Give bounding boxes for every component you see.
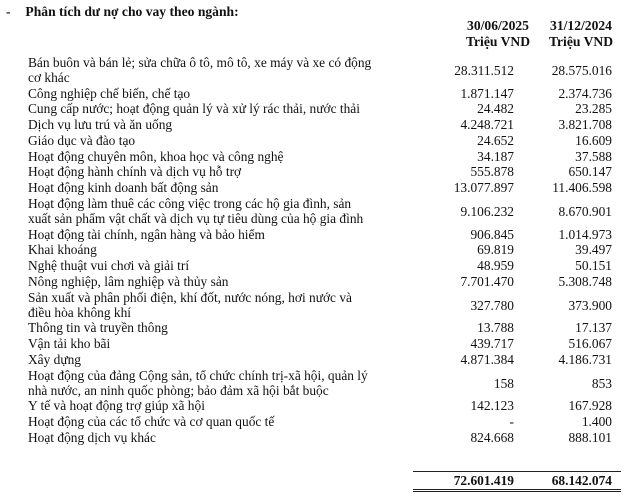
sector-label-line: Nghệ thuật vui chơi và giải trí xyxy=(28,258,190,274)
sector-label xyxy=(28,336,408,351)
sector-label xyxy=(28,414,408,429)
table-row xyxy=(0,320,628,336)
sector-label-line: Hoạt động tài chính, ngân hàng và bảo hiểm xyxy=(28,226,265,242)
value-2024: 1.400 xyxy=(581,413,612,429)
column-date: 30/06/2025 xyxy=(467,18,529,33)
table-row xyxy=(0,274,628,290)
sector-label-line: Hoạt động chuyên môn, khoa học và công nghệ xyxy=(28,148,284,164)
value-2025: 142.123 xyxy=(470,398,514,414)
value-2024: 23.285 xyxy=(575,101,612,117)
value-2025: 13.788 xyxy=(477,320,514,336)
value-2025: 48.959 xyxy=(477,258,514,274)
table-row xyxy=(0,398,628,414)
value-2024: 373.900 xyxy=(568,297,612,313)
value-2024: 50.151 xyxy=(575,258,612,274)
table-row xyxy=(0,414,628,430)
value-2024: 888.101 xyxy=(568,429,612,445)
sector-label xyxy=(28,242,408,257)
table-row xyxy=(0,117,628,133)
bullet-dash: - xyxy=(6,4,11,19)
value-2024: 28.575.016 xyxy=(551,63,612,78)
column-unit: Triệu VND xyxy=(548,34,614,49)
sector-label-line: Dịch vụ lưu trú và ăn uống xyxy=(28,117,173,133)
value-2024: 3.821.708 xyxy=(558,117,612,133)
section-title xyxy=(6,4,239,20)
table-row xyxy=(0,258,628,274)
sector-label-line: Cung cấp nước; hoạt động quản lý và xử lý rác thải, nước thải xyxy=(28,101,360,117)
value-2024: 650.147 xyxy=(568,164,612,180)
column-header-2024 xyxy=(538,18,624,50)
total-double-rule-upper xyxy=(413,489,621,490)
value-2025: 1.871.147 xyxy=(460,85,514,101)
value-2024: 5.308.748 xyxy=(558,273,612,289)
value-2024: 516.067 xyxy=(568,336,612,352)
sector-label-line: Hoạt động của đảng Cộng sản, tổ chức chính trị-xã hội, quản lý xyxy=(28,367,368,383)
sector-label-line: cơ khác xyxy=(28,70,70,85)
sector-label xyxy=(28,196,408,226)
total-value-2025: 72.601.419 xyxy=(453,473,514,488)
table-row xyxy=(0,430,628,446)
sector-label xyxy=(28,149,408,164)
total-row xyxy=(0,473,628,490)
table-row xyxy=(0,290,628,321)
value-2025: 439.717 xyxy=(470,336,514,352)
column-header-2025 xyxy=(458,18,538,50)
value-2024: 16.609 xyxy=(575,132,612,148)
table-row xyxy=(0,368,628,399)
value-2025: 13.077.897 xyxy=(453,180,514,196)
table-row xyxy=(0,352,628,368)
sector-label-line: Hoạt động hành chính và dịch vụ hỗ trợ xyxy=(28,164,242,180)
column-unit: Triệu VND xyxy=(465,34,531,49)
sector-label xyxy=(28,86,408,101)
sector-label xyxy=(28,101,408,116)
table-row xyxy=(0,336,628,352)
table-row xyxy=(0,227,628,243)
value-2024: 37.588 xyxy=(575,148,612,164)
table-row xyxy=(0,196,628,227)
sector-label xyxy=(28,180,408,195)
value-2024: 39.497 xyxy=(575,242,612,258)
sector-label xyxy=(28,368,408,398)
table-row xyxy=(0,133,628,149)
sector-label-line: xuất sản phẩm vật chất và dịch vụ tự tiêu dùng của hộ gia đình xyxy=(28,211,364,227)
value-2025: 555.878 xyxy=(470,164,514,180)
value-2024: 8.670.901 xyxy=(558,204,612,220)
sector-label xyxy=(28,398,408,413)
value-2025: 69.819 xyxy=(477,242,514,258)
sector-label-line: điều hòa không khí xyxy=(28,304,132,320)
sector-label-line: Hoạt động của các tổ chức và cơ quan quốc tế xyxy=(28,413,275,429)
table-row xyxy=(0,149,628,165)
value-2025: 4.871.384 xyxy=(460,351,514,367)
total-top-rule xyxy=(413,471,621,472)
value-2024: 17.137 xyxy=(575,320,612,336)
table-row xyxy=(0,180,628,196)
value-2025: 7.701.470 xyxy=(460,273,514,289)
value-2025: 28.311.512 xyxy=(454,63,514,78)
section-title-text: Phân tích dư nợ cho vay theo ngành: xyxy=(25,4,239,19)
value-2025: 4.248.721 xyxy=(460,117,514,133)
value-2024: 4.186.731 xyxy=(558,351,612,367)
sector-label xyxy=(28,164,408,179)
value-2025: 327.780 xyxy=(470,297,514,313)
value-2025: 824.668 xyxy=(470,429,514,445)
sector-label-line: Vận tải kho bãi xyxy=(28,336,111,352)
sector-label xyxy=(28,430,408,445)
column-date: 31/12/2024 xyxy=(550,18,612,33)
value-2025: 24.652 xyxy=(477,132,514,148)
sector-label-line: Khai khoáng xyxy=(28,242,97,258)
sector-label xyxy=(28,55,408,85)
table-row xyxy=(0,101,628,117)
table-row xyxy=(0,86,628,102)
sector-label-line: Thông tin và truyền thông xyxy=(28,320,168,336)
value-2025: 158 xyxy=(493,375,514,391)
sector-label-line: nhà nước, an ninh quốc phòng; bảo đảm xã hội bắt buộc xyxy=(28,382,329,398)
value-2024: 2.374.736 xyxy=(558,85,612,101)
sector-label xyxy=(28,290,408,320)
value-2024: 11.406.598 xyxy=(552,180,612,196)
sector-label-line: Bán buôn và bán lẻ; sửa chữa ô tô, mô tô, xe máy và xe có động xyxy=(28,55,372,70)
total-double-rule-lower xyxy=(413,491,621,492)
sector-label-line: Nông nghiệp, lâm nghiệp và thủy sản xyxy=(28,273,229,289)
value-2024: 853 xyxy=(591,375,612,391)
sector-label xyxy=(28,320,408,335)
sector-label-line: Hoạt động dịch vụ khác xyxy=(28,429,156,445)
sector-label-line: Y tế và hoạt động trợ giúp xã hội xyxy=(28,398,205,414)
sector-label xyxy=(28,352,408,367)
value-2025: 24.482 xyxy=(477,101,514,117)
value-2025: 906.845 xyxy=(470,226,514,242)
sector-label xyxy=(28,274,408,289)
sector-label-line: Giáo dục và đào tạo xyxy=(28,132,136,148)
table-row xyxy=(0,55,628,86)
sector-label xyxy=(28,227,408,242)
total-value-2024: 68.142.074 xyxy=(551,473,612,488)
sector-label xyxy=(28,117,408,132)
sector-label xyxy=(28,133,408,148)
value-2025: 9.106.232 xyxy=(460,204,514,220)
sector-label-line: Sản xuất và phân phối điện, khí đốt, nước nóng, hơi nước và xyxy=(28,289,352,305)
value-2025: 34.187 xyxy=(477,148,514,164)
table-row xyxy=(0,242,628,258)
sector-label-line: Công nghiệp chế biến, chế tạo xyxy=(28,85,191,101)
loan-by-sector-table xyxy=(0,55,628,446)
sector-label-line: Hoạt động kinh doanh bất động sản xyxy=(28,180,219,196)
sector-label xyxy=(28,258,408,273)
sector-label-line: Xây dựng xyxy=(28,351,82,367)
value-2025: - xyxy=(509,413,514,429)
value-2024: 1.014.973 xyxy=(558,226,612,242)
value-2024: 167.928 xyxy=(568,398,612,414)
sector-label-line: Hoạt động làm thuê các công việc trong các hộ gia đình, sản xyxy=(28,196,352,212)
table-row xyxy=(0,164,628,180)
